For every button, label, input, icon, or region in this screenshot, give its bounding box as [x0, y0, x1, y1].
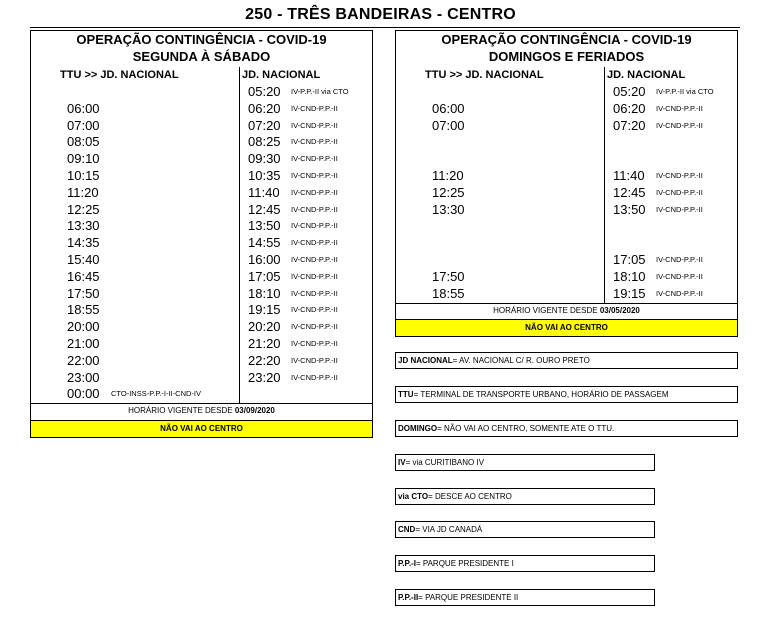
departure-time: 09:30 — [248, 151, 281, 167]
departure-time: 13:30 — [67, 218, 100, 234]
legend-text: = NÃO VAI AO CENTRO, SOMENTE ATE O TTU. — [437, 424, 615, 433]
route-note: IV-CND-P.P.-II — [291, 305, 338, 315]
route-note: IV-CND-P.P.-II — [291, 322, 338, 332]
departure-time: 12:25 — [432, 184, 465, 200]
departure-time: 10:15 — [67, 168, 100, 183]
route-note: IV-P.P.-II via CTO — [291, 87, 349, 96]
not-to-center-banner: NÃO VAI AO CENTRO — [396, 319, 737, 336]
row-divider — [31, 403, 372, 404]
departure-time: 07:00 — [67, 117, 100, 133]
vigente-date: 03/09/2020 — [234, 406, 275, 415]
departure-time: 20:00 — [67, 319, 100, 335]
panel-heading-days: SEGUNDA À SÁBADO — [132, 49, 271, 64]
departure-time: 05:20 — [248, 84, 281, 99]
departure-time: 22:00 — [67, 352, 100, 368]
legend-key: TTU — [398, 390, 414, 399]
departure-time: 23:20 — [248, 369, 281, 385]
departure-time: 19:15 — [248, 302, 281, 318]
legend-text: = PARQUE PRESIDENTE II — [418, 593, 519, 602]
row-divider — [396, 303, 737, 304]
vigente-date: 03/05/2020 — [599, 306, 640, 315]
departure-time: 13:50 — [613, 201, 646, 217]
departure-time: 12:45 — [613, 184, 646, 200]
panel-heading-operation: OPERAÇÃO CONTINGÊNCIA - COVID-19 — [76, 32, 327, 47]
departure-time: 06:00 — [67, 100, 100, 116]
column-divider — [604, 67, 605, 303]
legend-pp-ii — [395, 589, 655, 606]
departure-time: 18:55 — [432, 285, 465, 301]
legend-key: JD NACIONAL — [398, 356, 453, 365]
route-note: IV-CND-P.P.-II — [291, 221, 338, 231]
departure-time: 05:20 — [613, 84, 646, 99]
departure-time: 11:20 — [67, 184, 99, 200]
panel-heading-operation: OPERAÇÃO CONTINGÊNCIA - COVID-19 — [441, 32, 692, 47]
departure-time: 17:05 — [248, 268, 281, 284]
departure-time: 09:10 — [67, 151, 100, 167]
departure-time: 11:40 — [613, 168, 645, 183]
not-to-center-banner: NÃO VAI AO CENTRO — [31, 420, 372, 437]
route-note: IV-CND-P.P.-II — [291, 238, 338, 248]
route-note: IV-CND-P.P.-II — [291, 103, 338, 113]
departure-time: 00:00 — [67, 386, 100, 402]
departure-time: 11:20 — [432, 168, 464, 183]
departure-time: 06:20 — [613, 100, 646, 116]
departure-time: 15:40 — [67, 252, 100, 267]
column-header-ttu: TTU >> JD. NACIONAL — [425, 69, 544, 81]
legend-text: = PARQUE PRESIDENTE I — [415, 559, 514, 568]
legend-domingo — [395, 420, 738, 437]
departure-time: 14:55 — [248, 235, 281, 251]
route-note: IV-CND-P.P.-II — [291, 187, 338, 197]
route-note: IV-CND-P.P.-II — [656, 288, 703, 298]
schedule-weekdays — [30, 30, 373, 438]
schedule-sundays-holidays — [395, 30, 738, 337]
departure-time: 12:45 — [248, 201, 281, 217]
legend-key: CND — [398, 525, 416, 534]
departure-time: 18:55 — [67, 302, 100, 318]
departure-time: 07:00 — [432, 117, 465, 133]
departure-time: 13:50 — [248, 218, 281, 234]
legend-text: = VIA JD CANADÁ — [415, 525, 483, 534]
legend-text: = TERMINAL DE TRANSPORTE URBANO, HORÁRIO DE PASSAGEM — [413, 390, 669, 399]
legend-jd-nacional — [395, 352, 738, 369]
vigente-label: HORÁRIO VIGENTE DESDE — [128, 406, 233, 415]
route-note: IV-CND-P.P.-II — [656, 187, 703, 197]
departure-time: 17:50 — [67, 285, 100, 301]
panel-header — [396, 31, 737, 65]
legend-key: P.P.-I — [398, 559, 416, 568]
panel-header — [31, 31, 372, 65]
title-rule — [30, 27, 740, 28]
legend-text: = via CURITIBANO IV — [405, 458, 485, 467]
departure-time: 18:10 — [248, 285, 281, 301]
legend-text: = AV. NACIONAL C/ R. OURO PRETO — [452, 356, 590, 365]
vigente-line — [396, 306, 737, 315]
route-note: IV-CND-P.P.-II — [291, 137, 338, 147]
page-title: 250 - TRÊS BANDEIRAS - CENTRO — [245, 6, 516, 23]
legend-via-cto — [395, 488, 655, 505]
column-header-jd-nacional: JD. NACIONAL — [242, 69, 321, 81]
column-header-jd-nacional: JD. NACIONAL — [607, 69, 686, 81]
route-note: IV-CND-P.P.-II — [656, 255, 703, 264]
route-note: IV-CND-P.P.-II — [291, 271, 338, 281]
route-note: IV-CND-P.P.-II — [291, 339, 338, 348]
vigente-line — [31, 406, 372, 415]
departure-time: 07:20 — [248, 117, 281, 133]
route-note: IV-CND-P.P.-II — [291, 355, 338, 365]
route-note: IV-CND-P.P.-II — [656, 120, 703, 130]
legend-key: via CTO — [398, 492, 429, 501]
departure-time: 06:00 — [432, 100, 465, 116]
legend-cnd — [395, 521, 655, 538]
departure-time: 07:20 — [613, 117, 646, 133]
departure-time: 16:00 — [248, 252, 281, 267]
departure-time: 21:20 — [248, 336, 281, 351]
departure-time: 16:45 — [67, 268, 100, 284]
legend-iv — [395, 454, 655, 471]
route-note: IV-CND-P.P.-II — [291, 120, 338, 130]
departure-time: 13:30 — [432, 201, 465, 217]
route-note: IV-CND-P.P.-II — [291, 154, 338, 164]
departure-time: 10:35 — [248, 168, 281, 183]
route-note: IV-CND-P.P.-II — [291, 204, 338, 214]
departure-time: 08:05 — [67, 134, 100, 150]
departure-time: 20:20 — [248, 319, 281, 335]
departure-time: 23:00 — [67, 369, 100, 385]
route-note: IV-P.P.-II via CTO — [656, 87, 714, 96]
vigente-label: HORÁRIO VIGENTE DESDE — [493, 306, 598, 315]
route-note: CTO-INSS-P.P.-I-II-CND-IV — [111, 389, 202, 399]
departure-time: 12:25 — [67, 201, 100, 217]
legend-key: IV — [398, 458, 406, 467]
route-note: IV-CND-P.P.-II — [291, 372, 338, 382]
departure-time: 14:35 — [67, 235, 100, 251]
route-note: IV-CND-P.P.-II — [656, 271, 703, 281]
legend-pp-i — [395, 555, 655, 572]
departure-time: 08:25 — [248, 134, 281, 150]
departure-time: 22:20 — [248, 352, 281, 368]
route-note: IV-CND-P.P.-II — [656, 204, 703, 214]
legend-key: DOMINGO — [398, 424, 438, 433]
column-divider — [239, 67, 240, 403]
route-note: IV-CND-P.P.-II — [291, 171, 338, 180]
legend-key: P.P.-II — [398, 593, 419, 602]
column-header-ttu: TTU >> JD. NACIONAL — [60, 69, 179, 81]
departure-time: 17:50 — [432, 268, 465, 284]
departure-time: 19:15 — [613, 285, 646, 301]
legend-text: = DESCE AO CENTRO — [428, 492, 512, 501]
route-note: IV-CND-P.P.-II — [291, 288, 338, 298]
route-note: IV-CND-P.P.-II — [291, 255, 338, 264]
departure-time: 17:05 — [613, 252, 646, 267]
route-note: IV-CND-P.P.-II — [656, 171, 703, 180]
departure-time: 18:10 — [613, 268, 646, 284]
departure-time: 11:40 — [248, 184, 280, 200]
legend-ttu — [395, 386, 738, 403]
departure-time: 06:20 — [248, 100, 281, 116]
departure-time: 21:00 — [67, 336, 100, 351]
panel-heading-days: DOMINGOS E FERIADOS — [488, 49, 645, 64]
route-note: IV-CND-P.P.-II — [656, 103, 703, 113]
